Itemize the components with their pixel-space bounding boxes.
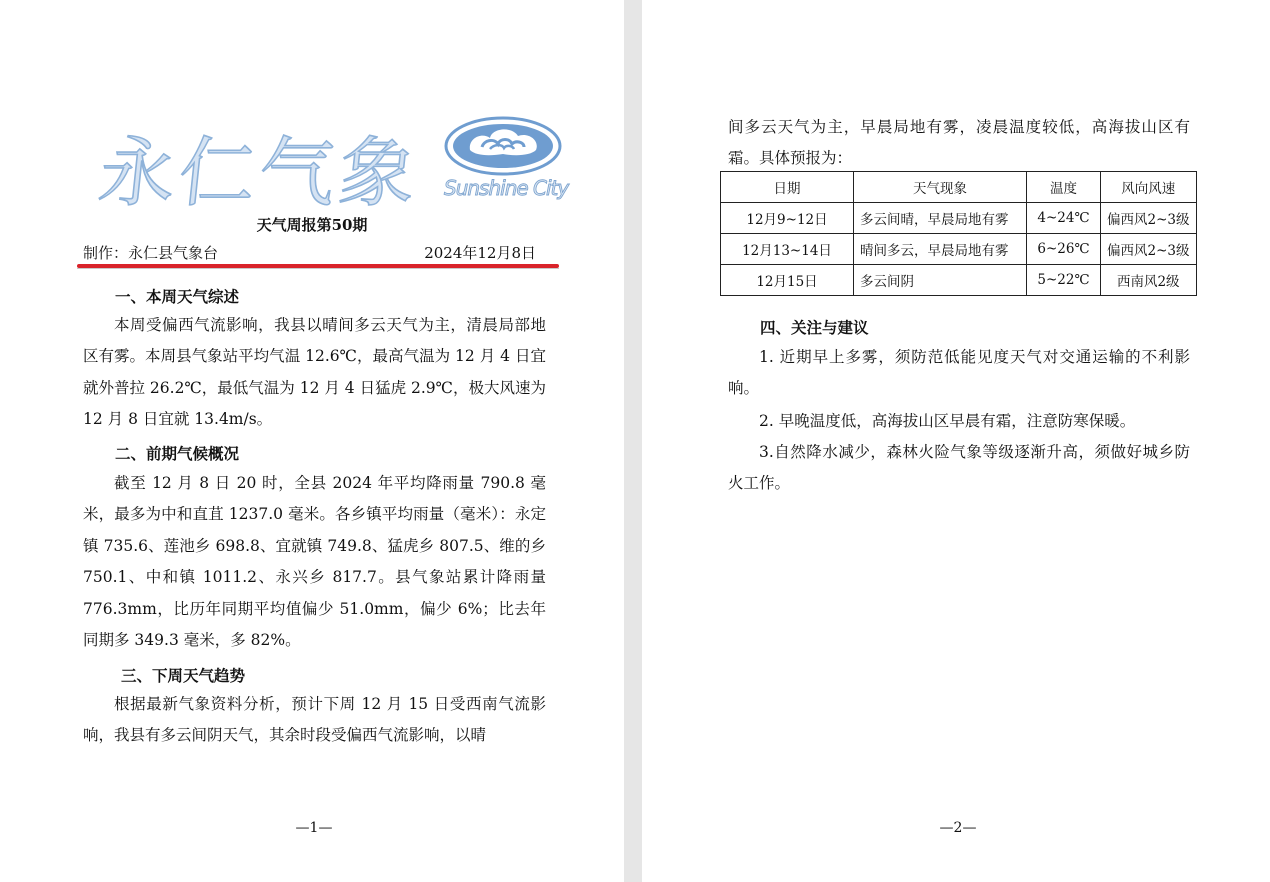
table-cell-temp: 4~24℃ bbox=[1027, 203, 1101, 234]
table-row bbox=[721, 265, 1197, 296]
issue-title: 天气周报第50期 bbox=[256, 216, 368, 234]
document-page-2 bbox=[642, 0, 1270, 882]
table-cell-wind: 西南风2级 bbox=[1101, 265, 1197, 296]
issuer-label: 制作：永仁县气象台 bbox=[83, 244, 219, 262]
advice-item: 2. 早晚温度低，高海拔山区早晨有霜，注意防寒保暖。 bbox=[759, 412, 1136, 430]
advice-item: 3.自然降水减少，森林火险气象等级逐渐升高，须做好城乡防火工作。 bbox=[728, 443, 1190, 493]
advice-item: 1. 近期早上多雾，须防范低能见度天气对交通运输的不利影响。 bbox=[728, 348, 1190, 398]
section-heading-advice: 四、关注与建议 bbox=[760, 319, 869, 337]
table-cell-wind: 偏西风2~3级 bbox=[1101, 234, 1197, 265]
table-header-wind: 风向风速 bbox=[1101, 172, 1197, 203]
table-header-weather: 天气现象 bbox=[854, 172, 1027, 203]
forecast-table bbox=[720, 171, 1197, 296]
table-header-temp: 温度 bbox=[1027, 172, 1101, 203]
table-header-date: 日期 bbox=[721, 172, 854, 203]
climate-summary-text: 截至 12 月 8 日 20 时，全县 2024 年平均降雨量 790.8 毫米，最多为中和直苴 1237.0 毫米。各乡镇平均雨量（毫米）：永定镇 735.6、莲池乡 698.8、宜就镇 749.8、猛虎乡 807.5、维的乡 750.1、中和镇 1011.2、永兴乡 817.7。县气象站累计降雨量 776.3mm，比历年同期平均值偏少 51.0mm，偏少 6%；比去年同期多 349.3 毫米，多 82%。 bbox=[83, 474, 546, 650]
issue-date: 2024年12月8日 bbox=[424, 244, 536, 262]
table-cell-date: 12月9~12日 bbox=[721, 203, 854, 234]
table-cell-temp: 6~26℃ bbox=[1027, 234, 1101, 265]
section-heading-trend: 三、下周天气趋势 bbox=[121, 667, 246, 685]
table-cell-date: 12月13~14日 bbox=[721, 234, 854, 265]
page-number-1: —1— bbox=[295, 820, 333, 836]
page-number-2: —2— bbox=[939, 820, 977, 836]
table-cell-weather: 多云间阴 bbox=[854, 265, 1027, 296]
table-row bbox=[721, 203, 1197, 234]
section-heading-climate: 二、前期气候概况 bbox=[115, 445, 240, 463]
table-cell-weather: 多云间晴，早晨局地有雾 bbox=[854, 203, 1027, 234]
weekly-summary-text: 本周受偏西气流影响，我县以晴间多云天气为主，清晨局部地区有雾。本周县气象站平均气温 12.6℃，最高气温为 12 月 4 日宜就外普拉 26.2℃，最低气温为 12 月 4 日猛虎 2.9℃，极大风速为 12 月 8 日宜就 13.4m/s。 bbox=[83, 316, 546, 429]
table-cell-date: 12月15日 bbox=[721, 265, 854, 296]
trend-text-part2: 间多云天气为主，早晨局地有雾，凌晨温度较低，高海拔山区有霜。具体预报为： bbox=[728, 118, 1190, 168]
header-divider-grey bbox=[77, 268, 559, 269]
table-cell-wind: 偏西风2~3级 bbox=[1101, 203, 1197, 234]
table-cell-temp: 5~22℃ bbox=[1027, 265, 1101, 296]
logo-title: 永仁气象 bbox=[94, 128, 425, 217]
section-heading-weekly-summary: 一、本周天气综述 bbox=[115, 288, 240, 306]
logo-subtitle: Sunshine City bbox=[444, 176, 569, 200]
table-header-row bbox=[721, 172, 1197, 203]
table-cell-weather: 晴间多云，早晨局地有雾 bbox=[854, 234, 1027, 265]
table-row bbox=[721, 234, 1197, 265]
trend-text-part1: 根据最新气象资料分析，预计下周 12 月 15 日受西南气流影响，我县有多云间阴天气，其余时段受偏西气流影响，以晴 bbox=[83, 695, 546, 745]
document-page-1 bbox=[0, 0, 624, 882]
